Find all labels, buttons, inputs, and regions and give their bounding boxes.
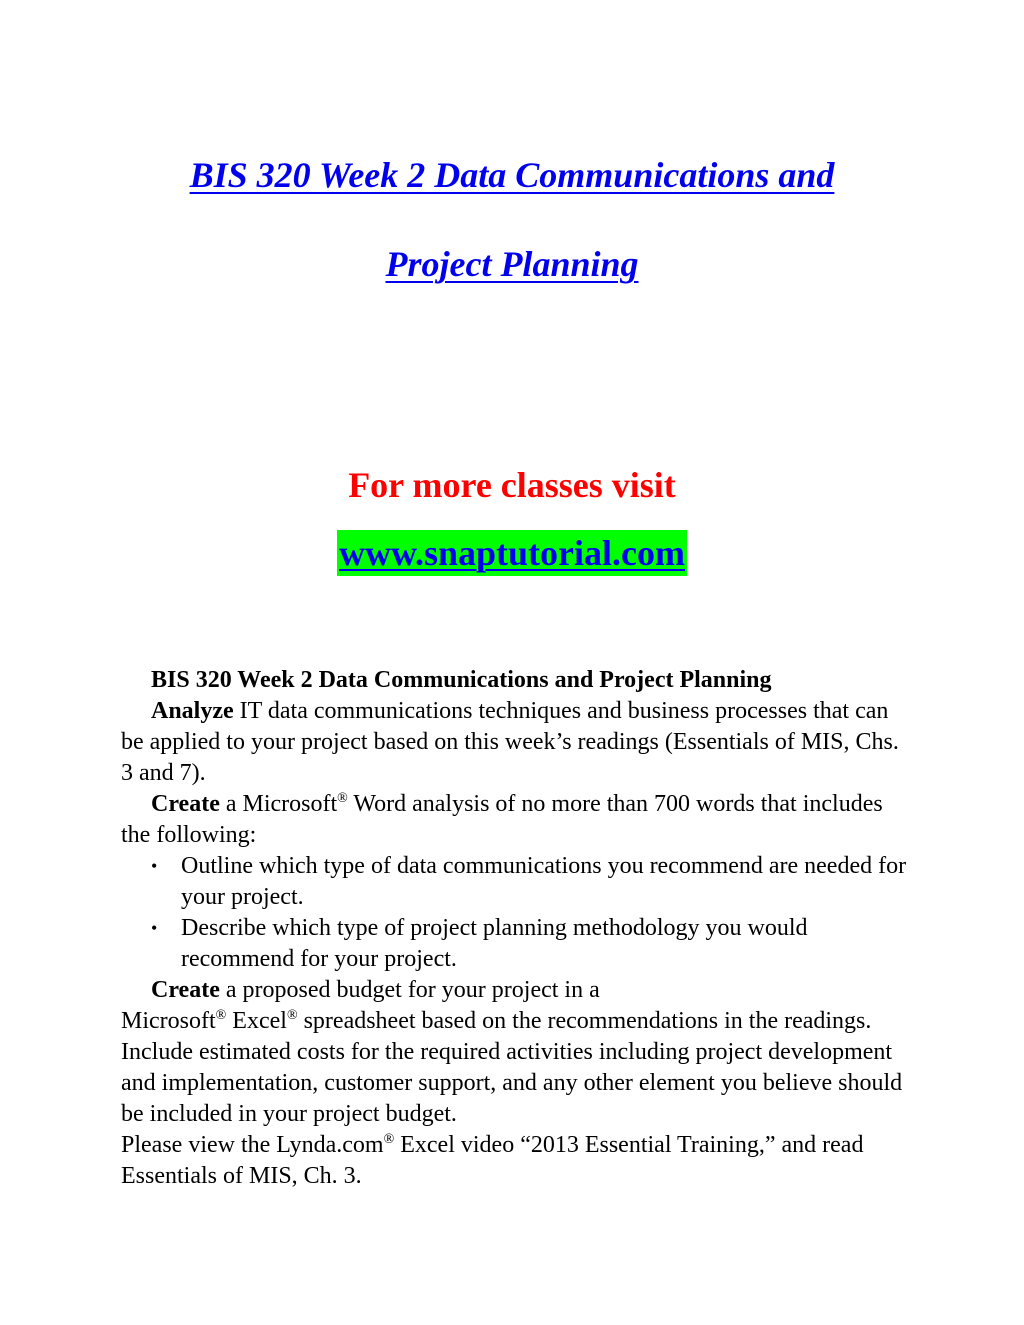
snaptutorial-link[interactable]: www.snaptutorial.com — [337, 530, 687, 576]
analyze-text: IT data communications techniques and business processes that can be applied to your project based on this week’s readings (Essentials of MIS, Chs. 3 and 7). — [121, 698, 899, 786]
list-item-text: Describe which type of project planning methodology you would recommend for your project. — [181, 915, 808, 972]
analyze-paragraph — [121, 696, 911, 789]
create-text-b: Word analysis of no more than 700 words that includes the following: — [121, 791, 883, 848]
create-budget-paragraph — [121, 975, 911, 1192]
create-budget-text-a: a proposed budget for your project in a — [219, 977, 600, 1003]
create-verb: Create — [151, 977, 220, 1003]
bullet-icon: • — [151, 856, 158, 876]
create-verb: Create — [151, 791, 220, 817]
registered-mark: ® — [215, 1008, 227, 1023]
list-item — [151, 913, 911, 975]
registered-mark: ® — [286, 1008, 298, 1023]
bullet-icon: • — [151, 918, 158, 938]
create-budget-text-c: Excel — [226, 1008, 287, 1034]
view-text-a: Please view the Lynda.com — [121, 1132, 384, 1158]
list-item-text: Outline which type of data communications you recommend are needed for your project. — [181, 853, 907, 910]
promo-link-container — [0, 530, 1024, 576]
create-budget-text-b: Microsoft — [121, 1008, 216, 1034]
create-text-a: a Microsoft — [219, 791, 338, 817]
registered-mark: ® — [383, 1132, 395, 1147]
promo-visit-text: For more classes visit — [348, 465, 676, 505]
assignment-heading: BIS 320 Week 2 Data Communications and Project Planning — [151, 667, 772, 693]
list-item — [151, 851, 911, 913]
analyze-verb: Analyze — [151, 698, 234, 724]
registered-mark: ® — [337, 791, 348, 806]
create-analysis-paragraph — [121, 789, 911, 851]
document-title-line-2[interactable]: Project Planning — [385, 244, 639, 284]
view-text-b: Excel video “2013 Essential Training,” and read Essentials of MIS, Ch. 3. — [121, 1132, 864, 1189]
document-title-line-1[interactable]: BIS 320 Week 2 Data Communications and — [189, 155, 835, 195]
create-budget-text-d: spreadsheet based on the recommendations in the readings. Include estimated costs for the required activities including project development and implementation, customer support, and any other element you believe should be included in your project budget. — [121, 1008, 903, 1127]
requirements-list — [121, 851, 911, 975]
assignment-body — [121, 665, 911, 1192]
